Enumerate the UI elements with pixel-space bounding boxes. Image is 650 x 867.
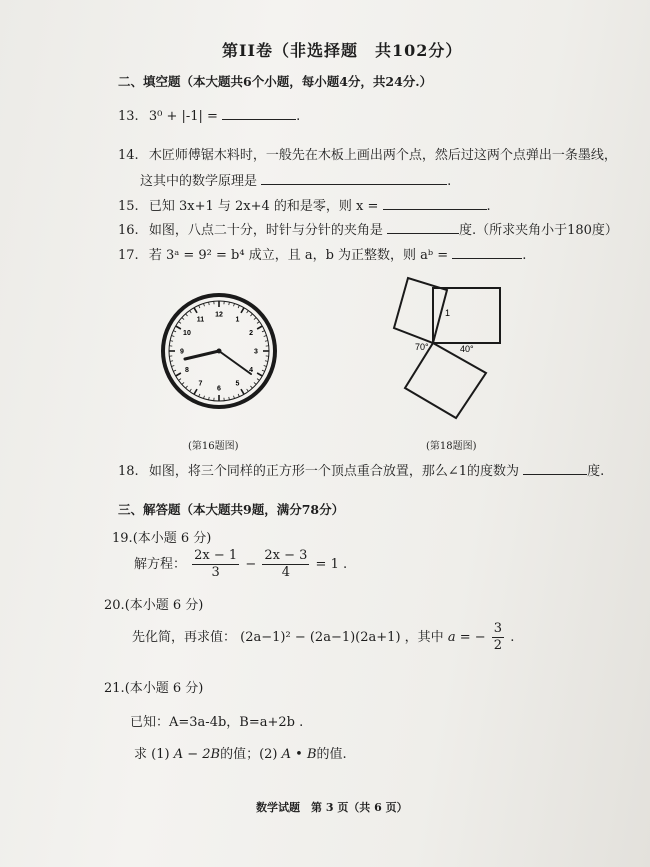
- clock-tick: [229, 302, 230, 305]
- clock-tick: [182, 318, 184, 320]
- question-number: 18.: [118, 464, 139, 479]
- right-square: [433, 288, 500, 343]
- clock-tick: [182, 382, 184, 384]
- clock-tick: [194, 389, 197, 394]
- clock-tick: [186, 386, 188, 388]
- page-title: 第II卷（非选择题 共102分）: [222, 41, 463, 60]
- clock-tick: [171, 336, 174, 337]
- fraction-2: $\frac{2x - 3}{4}$: [264, 548, 308, 580]
- clock-number: 3: [254, 348, 258, 356]
- question-20-expression: (2a−1)² − (2a−1)(2a+1): [240, 630, 401, 645]
- clock-number: 4: [249, 367, 253, 374]
- clock-tick: [190, 311, 192, 313]
- clock-tick: [254, 318, 256, 320]
- question-20-a-value: a = −: [447, 630, 486, 645]
- question-17-text: 若 3ᵃ = 9² = b⁴ 成立，且 a，b 为正整数，则 aᵇ =: [148, 248, 449, 263]
- clock-tick: [179, 379, 181, 381]
- question-number: 16.: [118, 223, 139, 238]
- question-13: [118, 106, 300, 124]
- clock-tick: [247, 311, 249, 313]
- question-15-end: .: [486, 199, 491, 214]
- clock-tick: [262, 331, 265, 332]
- clock-tick: [170, 361, 173, 362]
- minute-hand: [219, 351, 251, 374]
- question-number: 17.: [118, 248, 139, 263]
- clock-tick: [257, 322, 259, 324]
- bottom-square: [405, 343, 486, 418]
- answer-blank[interactable]: [452, 245, 522, 259]
- clock-tick: [238, 305, 239, 308]
- clock-center-pin: [217, 349, 222, 354]
- clock-tick: [173, 370, 176, 371]
- question-21-header: [104, 677, 203, 696]
- question-15: [118, 195, 491, 214]
- clock-tick: [171, 366, 174, 367]
- question-number: 19.: [112, 531, 133, 546]
- question-number: 21.: [104, 681, 125, 696]
- clock-tick: [257, 379, 259, 381]
- answer-blank[interactable]: [261, 171, 447, 185]
- question-19-lead: 解方程：: [134, 557, 187, 572]
- question-13-end: .: [296, 109, 301, 124]
- question-17-end: .: [522, 248, 527, 263]
- clock-tick: [176, 373, 181, 376]
- question-21-given: 已知：A=3a-4b，B=a+2b .: [130, 715, 304, 730]
- page-footer: 数学试题 第 3 页（共 6 页）: [256, 801, 408, 814]
- clock-tick: [241, 308, 244, 313]
- question-number: 14.: [118, 148, 139, 163]
- question-14-line-2-wrap: [140, 170, 451, 189]
- question-21-ask: 求 (1) A − 2B的值；(2) A • B的值.: [134, 747, 347, 762]
- clock-tick: [186, 314, 188, 316]
- answer-blank[interactable]: [222, 106, 296, 120]
- clock-figure: [160, 292, 278, 410]
- squares-caption: (第18题图): [426, 441, 477, 452]
- clock-tick: [170, 341, 173, 342]
- clock-number: 5: [235, 380, 240, 388]
- clock-tick: [199, 394, 200, 397]
- question-20-mid: ，其中: [404, 630, 444, 645]
- angle-40-label: 40°: [460, 344, 474, 354]
- question-number: 20.: [104, 598, 125, 613]
- clock-number: 1: [235, 316, 240, 324]
- question-20-header: [104, 594, 203, 613]
- clock-tick: [190, 389, 192, 391]
- section-solve-heading: 三、解答题（本大题共9题，满分78分）: [118, 502, 345, 517]
- question-19-rhs: = 1 .: [315, 557, 348, 572]
- answer-blank[interactable]: [523, 461, 587, 475]
- question-19-body: [134, 548, 347, 581]
- clock-tick: [247, 389, 249, 391]
- question-20-end: .: [510, 630, 515, 645]
- clock-tick: [176, 326, 181, 329]
- clock-tick: [257, 326, 262, 329]
- clock-tick: [199, 305, 200, 308]
- question-18: [118, 460, 604, 479]
- clock-tick: [209, 302, 210, 305]
- question-16: [118, 219, 618, 238]
- question-14-line-2: 这其中的数学原理是: [140, 174, 258, 189]
- minus-sign: −: [245, 557, 257, 572]
- clock-tick: [264, 336, 267, 337]
- clock-tick: [257, 373, 262, 376]
- question-14-line-1: 木匠师傅锯木料时，一般先在木板上画出两个点，然后过这两个点弹出一条墨线，: [148, 148, 617, 163]
- question-20-lead: 先化简，再求值：: [132, 630, 237, 645]
- question-19-header: [112, 527, 211, 546]
- question-14: [118, 144, 617, 163]
- clock-tick: [209, 397, 210, 400]
- question-16-end: 度.（所求夹角小于180度）: [458, 223, 618, 238]
- fraction-1: $\frac{2x - 1}{3}$: [194, 548, 238, 580]
- question-16-text: 如图，八点二十分，时针与分针的夹角是: [148, 223, 383, 238]
- question-18-end: 度.: [587, 464, 605, 479]
- clock-caption: (第16题图): [188, 441, 239, 452]
- section-fill-in-heading: 二、填空题（本大题共6个小题，每小题4分，共24分.）: [118, 74, 433, 89]
- question-17: [118, 244, 526, 263]
- clock-number: 9: [180, 348, 184, 356]
- clock-tick: [229, 397, 230, 400]
- clock-tick: [265, 341, 268, 342]
- clock-tick: [194, 308, 197, 313]
- question-number: 13.: [118, 109, 139, 124]
- clock-tick: [241, 389, 244, 394]
- question-13-expression: 3⁰ + |-1| =: [148, 109, 218, 124]
- question-points: (本小题 6 分): [124, 681, 204, 696]
- question-number: 15.: [118, 199, 139, 214]
- clock-number: 8: [185, 367, 189, 374]
- clock-tick: [254, 382, 256, 384]
- clock-tick: [173, 331, 176, 332]
- clock-tick: [204, 303, 205, 306]
- clock-tick: [250, 314, 252, 316]
- question-14-end: .: [447, 174, 452, 189]
- clock-tick: [250, 386, 252, 388]
- question-points: (本小题 6 分): [124, 598, 204, 613]
- clock-number: 10: [183, 330, 191, 337]
- question-15-text: 已知 3x+1 与 2x+4 的和是零，则 x =: [148, 199, 379, 214]
- angle-70-label: 70°: [415, 342, 429, 352]
- clock-tick: [234, 396, 235, 399]
- question-18-text: 如图，将三个同样的正方形一个顶点重合放置，那么∠1的度数为: [148, 464, 519, 479]
- clock-tick: [238, 394, 239, 397]
- clock-tick: [262, 370, 265, 371]
- answer-blank[interactable]: [383, 196, 487, 210]
- clock-tick: [179, 322, 181, 324]
- answer-blank[interactable]: [387, 220, 459, 234]
- clock-number: 2: [249, 330, 253, 337]
- fraction-a: $\frac{3}{2}$: [493, 621, 503, 653]
- angle-1-label: 1: [445, 308, 451, 318]
- clock-number: 6: [217, 385, 221, 393]
- question-points: (本小题 6 分): [132, 531, 212, 546]
- clock-tick: [264, 366, 267, 367]
- question-20-body: [132, 621, 514, 654]
- clock-number: 11: [196, 316, 205, 324]
- clock-tick: [265, 361, 268, 362]
- clock-tick: [204, 396, 205, 399]
- clock-number: 7: [198, 380, 203, 388]
- squares-figure: [388, 268, 508, 423]
- clock-number: 12: [215, 311, 223, 319]
- hour-hand: [185, 351, 219, 359]
- clock-tick: [234, 303, 235, 306]
